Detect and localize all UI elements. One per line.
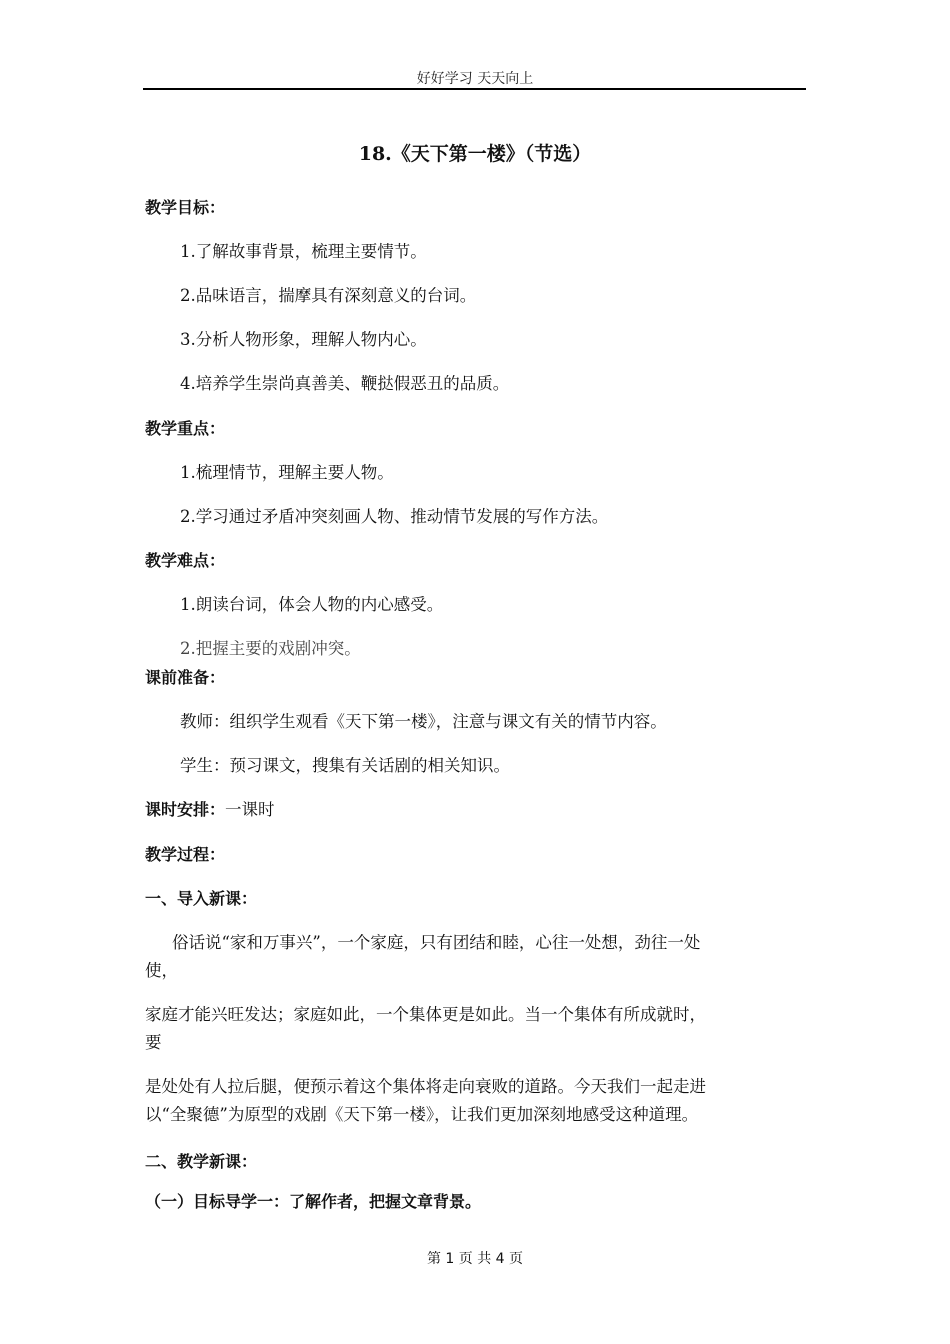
intro-paragraph-line: 使， xyxy=(145,961,178,980)
key-points-heading: 教学重点： xyxy=(145,419,226,438)
header-divider xyxy=(143,88,806,90)
key-point-item: 1.梳理情节，理解主要人物。 xyxy=(180,463,394,482)
intro-paragraph-line: 要 xyxy=(145,1033,162,1052)
section1-heading: 一、导入新课： xyxy=(145,889,258,908)
schedule-label: 课时安排： xyxy=(145,800,226,819)
objective-item: 3.分析人物形象，理解人物内心。 xyxy=(180,330,427,349)
difficulties-heading: 教学难点： xyxy=(145,551,226,570)
intro-paragraph-line: 是处处有人拉后腿，便预示着这个集体将走向衰败的道路。今天我们一起走进 xyxy=(145,1077,706,1096)
difficulty-item: 1.朗读台词，体会人物的内心感受。 xyxy=(180,595,444,614)
schedule-value: 一课时 xyxy=(225,800,275,819)
difficulty-item: 2.把握主要的戏剧冲突。 xyxy=(180,639,361,658)
page-footer: 第 1 页 共 4 页 xyxy=(426,1251,524,1267)
objectives-heading: 教学目标： xyxy=(145,198,226,217)
section2-subheading: （一）目标导学一：了解作者，把握文章背景。 xyxy=(145,1192,482,1211)
page-header: 好好学习 天天向上 xyxy=(416,71,534,87)
objective-item: 2.品味语言，揣摩具有深刻意义的台词。 xyxy=(180,286,477,305)
intro-paragraph-line: 家庭才能兴旺发达；家庭如此，一个集体更是如此。当一个集体有所成就时， xyxy=(145,1005,706,1024)
section2-heading: 二、教学新课： xyxy=(145,1152,258,1171)
document-title: 18.《天下第一楼》（节选） xyxy=(358,143,592,165)
process-heading: 教学过程： xyxy=(145,845,226,864)
objective-item: 1.了解故事背景，梳理主要情节。 xyxy=(180,242,427,261)
objective-item: 4.培养学生崇尚真善美、鞭挞假恶丑的品质。 xyxy=(180,374,510,393)
schedule-line xyxy=(145,800,275,820)
preparation-item: 学生：预习课文，搜集有关话剧的相关知识。 xyxy=(180,756,510,775)
intro-paragraph-line: 俗话说“家和万事兴”，一个家庭，只有团结和睦，心往一处想，劲往一处 xyxy=(172,933,701,952)
preparation-item: 教师：组织学生观看《天下第一楼》，注意与课文有关的情节内容。 xyxy=(180,712,667,731)
key-point-item: 2.学习通过矛盾冲突刻画人物、推动情节发展的写作方法。 xyxy=(180,507,609,526)
intro-paragraph-line: 以“全聚德”为原型的戏剧《天下第一楼》，让我们更加深刻地感受这种道理。 xyxy=(145,1105,699,1124)
preparation-heading: 课前准备： xyxy=(145,668,226,687)
